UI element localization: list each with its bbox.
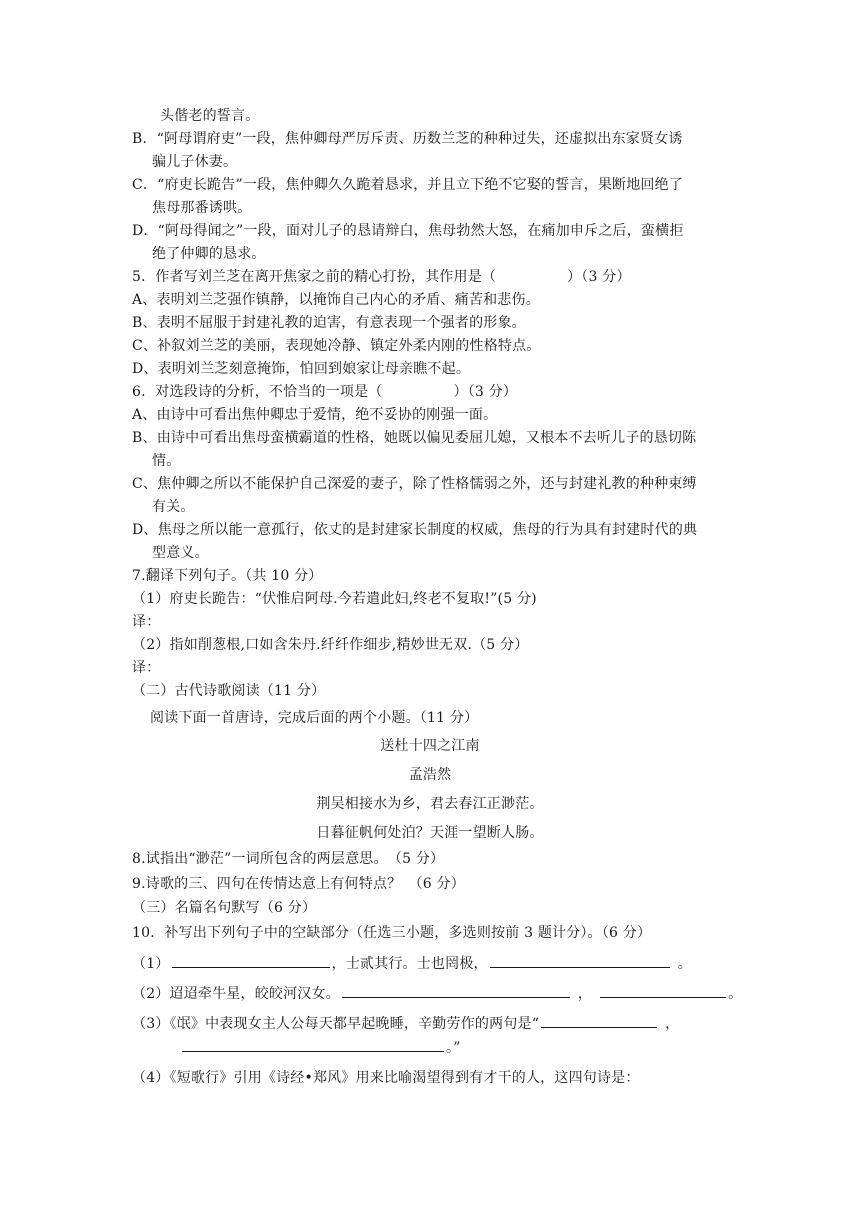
q9-stem: 9.诗歌的三、四句在传情达意上有何特点？ （6 分） bbox=[132, 876, 465, 892]
q10-item-2 bbox=[132, 983, 742, 1004]
q10-item-3-end: 。” bbox=[446, 1040, 461, 1056]
q7-sentence-1: （1）府吏长跪告：“伏惟启阿母.今若遣此妇,终老不复取!”(5 分) bbox=[132, 591, 537, 607]
q10-item-1-number: （1） bbox=[132, 956, 170, 972]
fill-blank[interactable] bbox=[172, 953, 330, 968]
q6-option-d: D、焦母之所以能一意孤行，依丈的是封建家长制度的权威，焦母的行为具有封建时代的典 bbox=[132, 522, 698, 538]
q10-item-2-end: 。 bbox=[728, 986, 743, 1002]
q10-item-4: （4）《短歌行》引用《诗经•郑风》用来比喻渴望得到有才干的人，这四句诗是： bbox=[132, 1070, 640, 1086]
q10-item-1-middle: ，士贰其行。士也罔极， bbox=[331, 956, 488, 972]
q5-option-d: D、表明刘兰芝刻意掩饰，怕回到娘家让母亲瞧不起。 bbox=[132, 361, 471, 377]
q6-stem: 6．对选段诗的分析，不恰当的一项是（ ）（3 分） bbox=[132, 384, 518, 400]
fill-blank[interactable] bbox=[541, 1013, 657, 1028]
fill-blank[interactable] bbox=[600, 983, 726, 998]
poem-title: 送杜十四之江南 bbox=[380, 738, 480, 754]
q7-sentence-2: （2）指如削葱根,口如含朱丹.纤纤作细步,精妙世无双.（5 分） bbox=[132, 637, 529, 653]
q4-option-b-continuation: 骗儿子休妻。 bbox=[152, 154, 238, 170]
section-3-heading: （三）名篇名句默写（6 分） bbox=[132, 900, 317, 916]
q6-option-b: B、由诗中可看出焦母蛮横霸道的性格，她既以偏见委屈儿媳，又根本不去听儿子的恳切陈 bbox=[132, 430, 697, 446]
section-2-heading: （二）古代诗歌阅读（11 分） bbox=[132, 683, 326, 699]
q4-option-b: B．“阿母谓府吏”一段，焦仲卿母严厉斥责、历数兰芝的种种过失，还虚拟出东家贤女诱 bbox=[132, 131, 683, 147]
q10-item-1 bbox=[132, 953, 692, 974]
fill-blank[interactable] bbox=[342, 983, 570, 998]
q10-item-1-end: 。 bbox=[677, 956, 692, 972]
q6-option-b-continuation: 情。 bbox=[152, 453, 181, 469]
q4-option-c-continuation: 焦母那番诱哄。 bbox=[152, 200, 252, 216]
q10-item-3-text: （3）《氓》中表现女主人公每天都早起晚睡，辛勤劳作的两句是“ bbox=[132, 1016, 540, 1032]
q6-option-c-continuation: 有关。 bbox=[152, 499, 195, 515]
q7-stem: 7.翻译下列句子。（共 10 分） bbox=[132, 568, 323, 584]
fill-blank[interactable] bbox=[182, 1037, 444, 1052]
q4-option-d-continuation: 绝了仲卿的恳求。 bbox=[152, 246, 266, 262]
q10-stem: 10．补写出下列句子中的空缺部分（任选三小题，多选则按前 3 题计分）。（6 分） bbox=[132, 925, 652, 941]
q6-option-c: C、焦仲卿之所以不能保护自己深爱的妻子，除了性格懦弱之外，还与封建礼教的种种束缚 bbox=[132, 476, 697, 492]
q10-item-2-text: （2）迢迢牵牛星，皎皎河汉女。 bbox=[132, 986, 340, 1002]
q4-option-d: D．“阿母得闻之”一段，面对儿子的恳请辩白，焦母勃然大怒，在痛加申斥之后，蛮横拒 bbox=[132, 223, 684, 239]
q10-item-2-middle: ， bbox=[577, 986, 593, 1002]
poem-author: 孟浩然 bbox=[408, 767, 452, 783]
q7-translation-label-1: 译： bbox=[132, 614, 161, 630]
poem-line-2: 日暮征帆何处泊？天涯一望断人肠。 bbox=[316, 825, 544, 841]
q5-stem: 5．作者写刘兰芝在离开焦家之前的精心打扮，其作用是（ ）（3 分） bbox=[132, 269, 631, 285]
q5-option-a: A、表明刘兰芝强作镇静，以掩饰自己内心的矛盾、痛苦和悲伤。 bbox=[132, 292, 540, 308]
q6-option-a: A、由诗中可看出焦仲卿忠于爱情，绝不妥协的刚强一面。 bbox=[132, 407, 498, 423]
q5-option-c: C、补叙刘兰芝的美丽，表现她冷静、镇定外柔内刚的性格特点。 bbox=[132, 338, 541, 354]
q6-option-d-continuation: 型意义。 bbox=[152, 545, 209, 561]
fill-blank[interactable] bbox=[490, 953, 670, 968]
poem-line-1: 荆吴相接水为乡，君去春江正渺茫。 bbox=[316, 796, 544, 812]
q4-option-a-continuation: 头偕老的誓言。 bbox=[160, 108, 260, 124]
q10-item-3 bbox=[132, 1013, 679, 1034]
q10-item-3-line-2 bbox=[182, 1037, 461, 1058]
poem-reading-instruction: 阅读下面一首唐诗，完成后面的两个小题。（11 分） bbox=[150, 710, 479, 726]
q8-stem: 8.试指出“渺茫”一词所包含的两层意思。 （5 分） bbox=[132, 851, 445, 867]
q5-option-b: B、表明不屈服于封建礼教的迫害，有意表现一个强者的形象。 bbox=[132, 315, 526, 331]
q7-translation-label-2: 译： bbox=[132, 660, 161, 676]
q4-option-c: C．“府吏长跪告”一段，焦仲卿久久跪着恳求，并且立下绝不它娶的誓言，果断地回绝了 bbox=[132, 177, 684, 193]
q10-item-3-comma: ， bbox=[665, 1016, 680, 1032]
